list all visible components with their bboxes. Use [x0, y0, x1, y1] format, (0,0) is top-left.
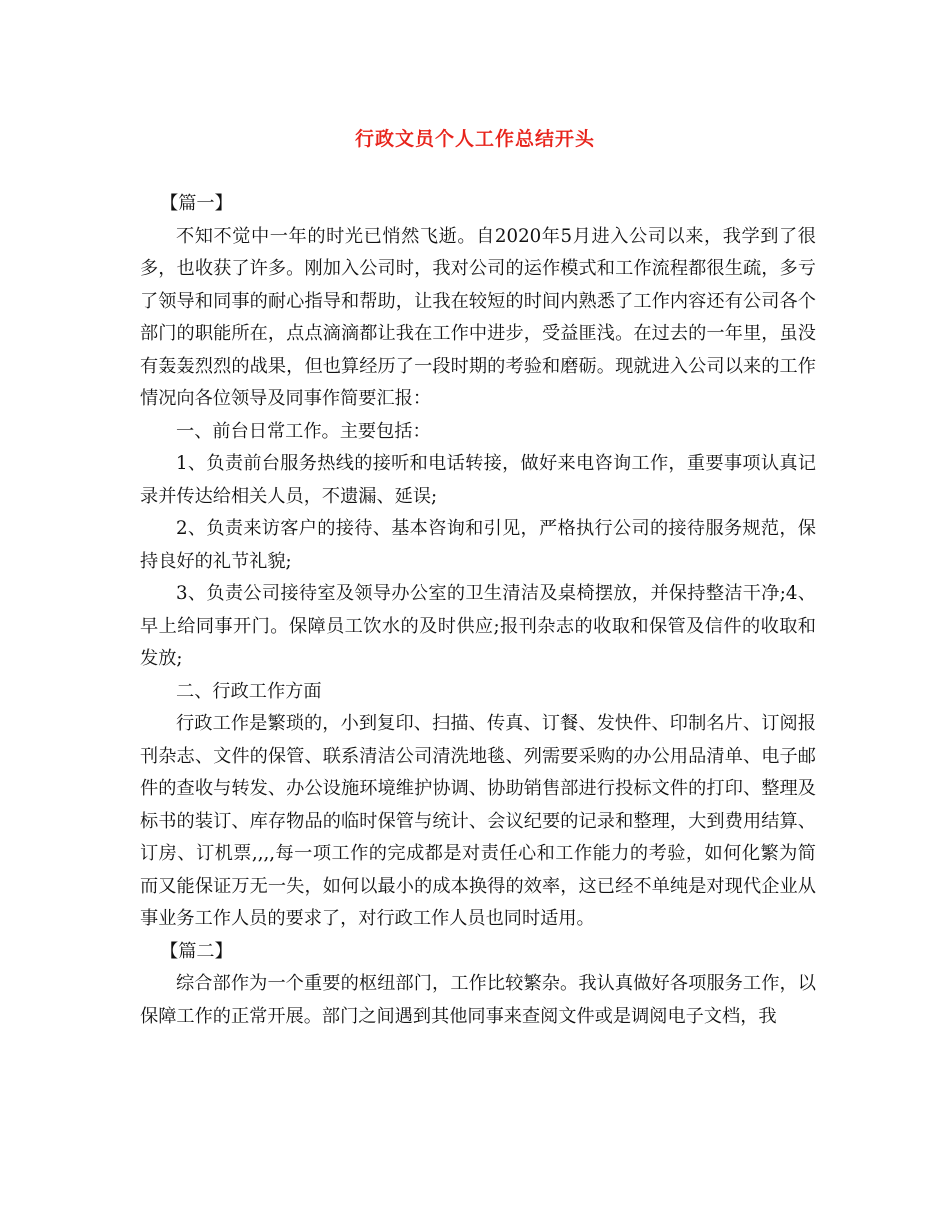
- paragraph-intro: 不知不觉中一年的时光已悄然飞逝。自2020年5月进入公司以来，我学到了很多，也收获了许多。刚加入公司时，我对公司的运作模式和工作流程都很生疏，多亏了领导和同事的耐心指导和帮助，让我在较短的时间内熟悉了工作内容还有公司各个部门的职能所在，点点滴滴都让我在工作中进步，受益匪浅。在过去的一年里，虽没有轰轰烈烈的战果，但也算经历了一段时期的考验和磨砺。现就进入公司以来的工作情况向各位领导及同事作简要汇报：: [140, 225, 816, 409]
- paragraph-section-2: 综合部作为一个重要的枢纽部门，工作比较繁杂。我认真做好各项服务工作，以保障工作的正常开展。部门之间遇到其他同事来查阅文件或是调阅电子文档，我: [140, 973, 816, 1027]
- document-body: [140, 188, 816, 1033]
- heading-admin: 二、行政工作方面: [176, 680, 322, 702]
- heading-front-desk: 一、前台日常工作。主要包括：: [176, 420, 431, 442]
- list-item-3: 3、负责公司接待室及领导办公室的卫生清洁及桌椅摆放，并保持整洁干净;4、早上给同事开门。保障员工饮水的及时供应;报刊杂志的收取和保管及信件的收取和发放;: [140, 583, 816, 669]
- paragraph-admin: 行政工作是繁琐的，小到复印、扫描、传真、订餐、发快件、印制名片、订阅报刊杂志、文件的保管、联系清洁公司清洗地毯、列需要采购的办公用品清单、电子邮件的查收与转发、办公设施环境维护协调、协助销售部进行投标文件的打印、整理及标书的装订、库存物品的临时保管与统计、会议纪要的记录和整理，大到费用结算、订房、订机票,,,,每一项工作的完成都是对责任心和工作能力的考验，如何化繁为简而又能保证万无一失，如何以最小的成本换得的效率，这已经不单纯是对现代企业从事业务工作人员的要求了，对行政工作人员也同时适用。: [140, 713, 816, 929]
- section-heading-2: 【篇二】: [160, 940, 233, 962]
- document-title: 行政文员个人工作总结开头: [354, 128, 595, 150]
- list-item-1: 1、负责前台服务热线的接听和电话转接，做好来电咨询工作，重要事项认真记录并传达给相关人员，不遗漏、延误;: [140, 453, 816, 507]
- list-item-2: 2、负责来访客户的接待、基本咨询和引见，严格执行公司的接待服务规范，保持良好的礼节礼貌;: [140, 518, 816, 572]
- section-heading-1: 【篇一】: [160, 193, 233, 214]
